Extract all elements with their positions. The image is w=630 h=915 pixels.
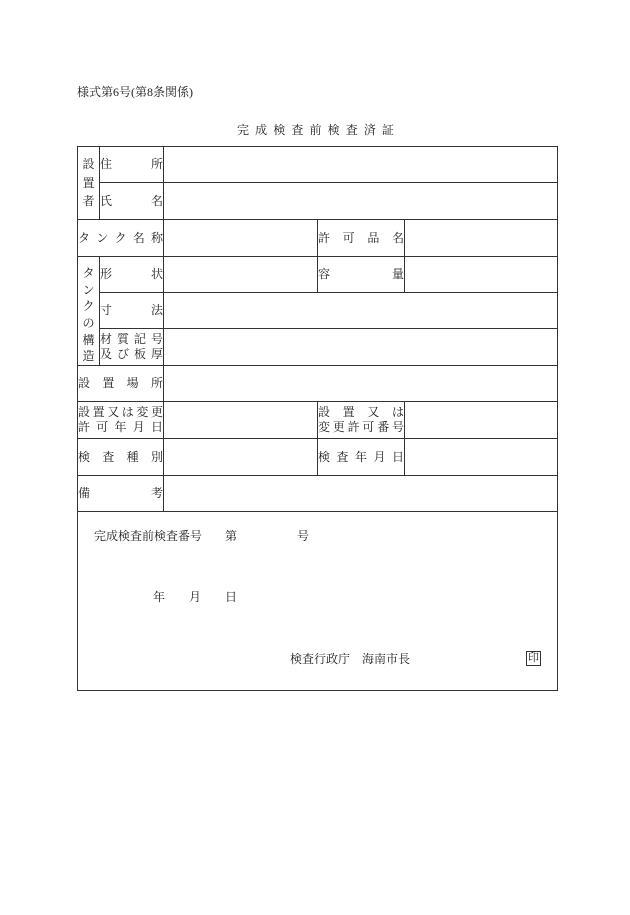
document-title: 完 成 検 査 前 検 査 済 証 xyxy=(237,123,394,137)
capacity-label-cell xyxy=(318,257,405,293)
address-row xyxy=(78,147,558,183)
seal-mark: 印 xyxy=(528,652,539,664)
certificate-table-body xyxy=(78,147,558,691)
inspection-number-suffix: 号 xyxy=(297,529,310,543)
location-label-cell xyxy=(78,366,164,402)
remarks-row xyxy=(78,476,558,512)
certificate-table xyxy=(77,146,558,691)
installer-group-label: 設置者 xyxy=(82,157,95,209)
permit-number-value-cell xyxy=(405,402,558,439)
permit-number-label-cell xyxy=(318,402,405,439)
remarks-label: 備 考 xyxy=(78,486,163,500)
capacity-value-cell xyxy=(405,257,558,293)
tank-name-row xyxy=(78,220,558,257)
permit-date-label-line-1: 設置又は変更 xyxy=(78,405,163,419)
issue-date: 年 月 日 xyxy=(153,590,237,604)
inspection-date-label-cell xyxy=(318,439,405,476)
shape-row xyxy=(78,257,558,293)
inspection-type-value-cell xyxy=(164,439,318,476)
remarks-value-cell xyxy=(164,476,558,512)
tank-name-label: タ ン ク 名 称 xyxy=(78,230,163,245)
certification-area xyxy=(78,512,557,690)
material-label-cell xyxy=(100,329,164,366)
shape-label: 形 状 xyxy=(100,267,163,281)
location-row xyxy=(78,366,558,402)
address-label-cell xyxy=(100,147,164,183)
permitted-item-value-cell xyxy=(405,220,558,257)
permit-date-label-cell xyxy=(78,402,164,439)
inspection-row xyxy=(78,439,558,476)
tank-name-value-cell xyxy=(164,220,318,257)
inspection-number-prefix: 第 xyxy=(225,529,238,543)
shape-label-cell xyxy=(100,257,164,293)
name-value-cell xyxy=(164,183,558,220)
installer-group-cell xyxy=(78,147,100,220)
inspection-authority-label: 検査行政庁 xyxy=(290,652,351,666)
permitted-item-label: 許 可 品 名 xyxy=(318,230,404,245)
name-row xyxy=(78,183,558,220)
certification-cell xyxy=(78,512,558,691)
name-label-cell xyxy=(100,183,164,220)
material-label-line-2: 及び板厚 xyxy=(100,347,163,361)
address-value-cell xyxy=(164,147,558,183)
permitted-item-label-cell xyxy=(318,220,405,257)
permit-number-label-line-2: 変更許可番号 xyxy=(318,420,404,434)
material-row xyxy=(78,329,558,366)
dimensions-label: 寸 法 xyxy=(100,303,163,317)
inspection-type-label: 検 査 種 別 xyxy=(78,449,163,464)
inspection-date-label: 検 査 年 月 日 xyxy=(318,449,404,464)
form-number: 様式第6号(第8条関係) xyxy=(77,85,193,99)
name-label: 氏 名 xyxy=(100,193,163,208)
permit-row xyxy=(78,402,558,439)
capacity-label: 容 量 xyxy=(318,267,404,281)
shape-value-cell xyxy=(164,257,318,293)
dimensions-value-cell xyxy=(164,293,558,329)
dimensions-label-cell xyxy=(100,293,164,329)
inspection-type-label-cell xyxy=(78,439,164,476)
tank-name-label-cell xyxy=(78,220,164,257)
material-label-line-1: 材質記号 xyxy=(100,332,163,346)
inspection-number-label: 完成検査前検査番号 xyxy=(94,529,203,543)
address-label: 住 所 xyxy=(100,157,163,171)
inspection-date-value-cell xyxy=(405,439,558,476)
permit-number-label-line-1: 設 置 又 は xyxy=(318,405,404,419)
tank-structure-group-cell xyxy=(78,257,100,366)
permit-date-label-line-2: 許 可 年 月 日 xyxy=(78,420,163,434)
dimensions-row xyxy=(78,293,558,329)
location-value-cell xyxy=(164,366,558,402)
remarks-label-cell xyxy=(78,476,164,512)
location-label: 設 置 場 所 xyxy=(78,376,163,390)
tank-structure-group-label: タンクの構造 xyxy=(82,266,95,364)
material-value-cell xyxy=(164,329,558,366)
certification-row xyxy=(78,512,558,691)
permit-date-value-cell xyxy=(164,402,318,439)
inspection-authority-name: 海南市長 xyxy=(362,652,411,666)
